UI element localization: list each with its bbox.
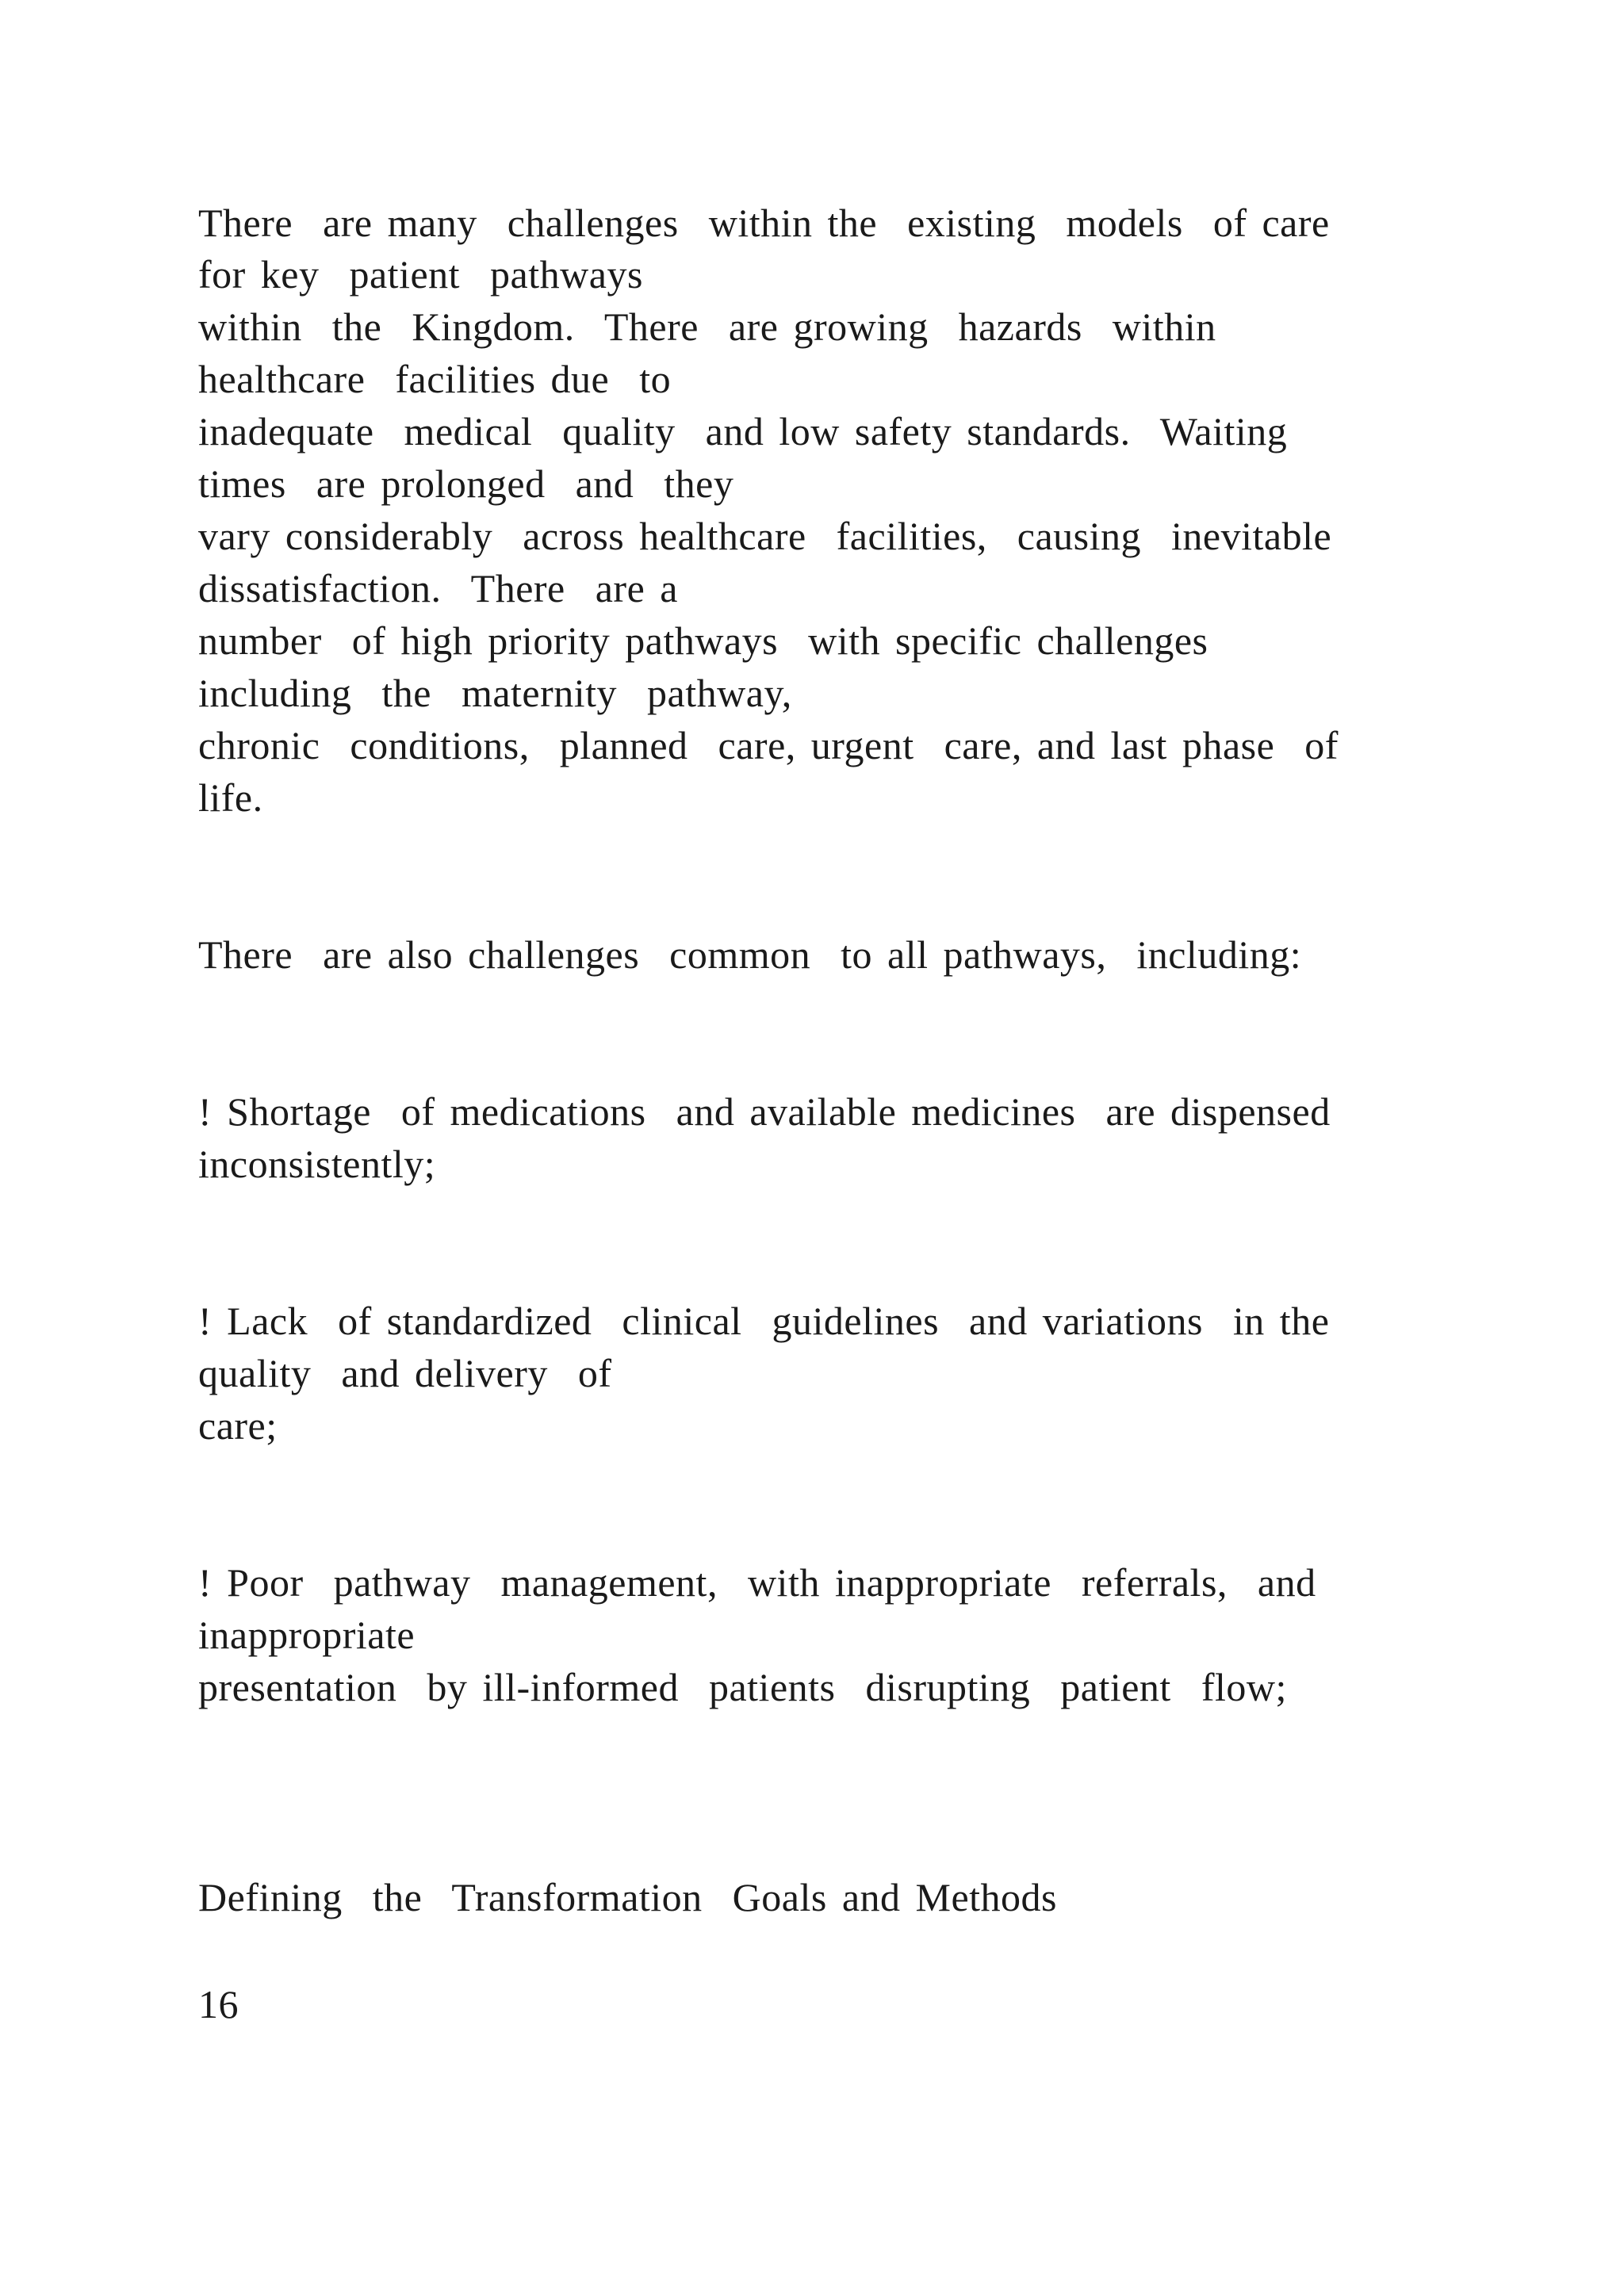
bullet-line: presentation by ill-informed patients disrupting patient flow; xyxy=(198,1665,1287,1709)
bullet-line: ! Shortage of medications and available medicines are dispensed xyxy=(198,1089,1331,1134)
paragraph-line: times are prolonged and they xyxy=(198,461,734,506)
paragraph-line: chronic conditions, planned care, urgent care, and last phase of xyxy=(198,723,1339,767)
paragraph-line: including the maternity pathway, xyxy=(198,671,792,715)
bullet-line: care; xyxy=(198,1403,278,1448)
section-title: Defining the Transformation Goals and Methods xyxy=(198,1875,1058,1919)
paragraph-line: dissatisfaction. There are a xyxy=(198,566,678,610)
bullet-line: quality and delivery of xyxy=(198,1351,612,1395)
paragraph-line: within the Kingdom. There are growing hazards within xyxy=(198,304,1216,349)
common-challenges-intro: There are also challenges common to all pathways, including: xyxy=(198,932,1302,977)
bullet-line: inconsistently; xyxy=(198,1142,436,1186)
page-number: 16 xyxy=(198,1982,239,2026)
paragraph-line: life. xyxy=(198,775,263,820)
paragraph-line: healthcare facilities due to xyxy=(198,357,672,401)
paragraph-line: number of high priority pathways with specific challenges xyxy=(198,618,1208,663)
bullet-line: ! Poor pathway management, with inappropriate referrals, and xyxy=(198,1560,1316,1605)
paragraph-line: There are many challenges within the existing models of care xyxy=(198,201,1330,245)
paragraph-line: inadequate medical quality and low safety standards. Waiting xyxy=(198,409,1288,453)
bullet-line: inappropriate xyxy=(198,1613,416,1657)
bullet-line: ! Lack of standardized clinical guidelines and variations in the xyxy=(198,1299,1330,1343)
paragraph-line: vary considerably across healthcare facilities, causing inevitable xyxy=(198,514,1332,558)
paragraph-line: for key patient pathways xyxy=(198,252,643,297)
